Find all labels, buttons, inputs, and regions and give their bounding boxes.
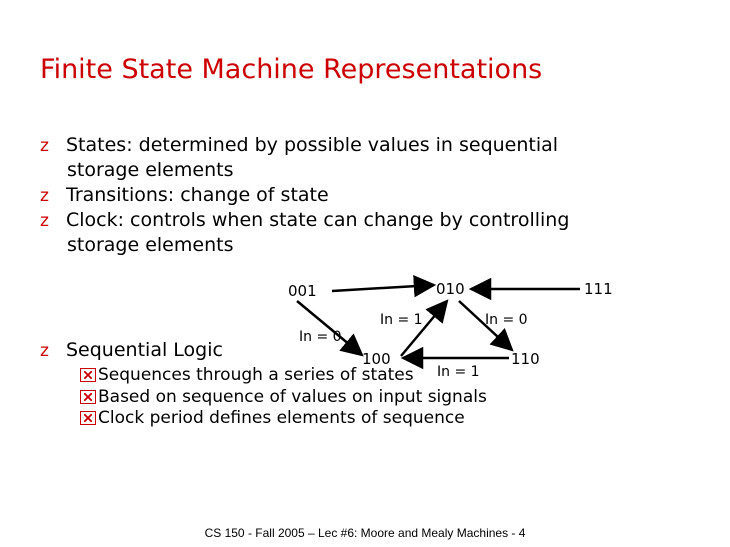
bullet-continuation: storage elements <box>67 234 234 256</box>
edge-001-010 <box>332 285 434 291</box>
bullet-icon: z <box>40 136 49 156</box>
edge-001-100 <box>297 301 362 355</box>
bullet-continuation: storage elements <box>67 159 234 181</box>
sub-bullet-text: Based on sequence of values on input signals <box>98 387 487 407</box>
bullet-text: Clock: controls when state can change by controlling <box>66 209 570 231</box>
transition-label: In = 1 <box>437 364 480 380</box>
transition-label: In = 0 <box>485 312 528 328</box>
bullet-icon: z <box>40 211 49 231</box>
state-100: 100 <box>362 350 391 368</box>
transition-label: In = 1 <box>380 312 423 328</box>
bullet-text: Transitions: change of state <box>66 184 329 206</box>
bullet-text: States: determined by possible values in sequential <box>66 134 559 156</box>
slide-title: Finite State Machine Representations <box>40 54 543 85</box>
bullet-icon: z <box>40 341 49 361</box>
bullet-text: Sequential Logic <box>66 339 223 361</box>
state-111: 111 <box>584 280 613 298</box>
sub-bullet-text: Clock period defines elements of sequence <box>98 408 465 428</box>
bullet-icon: z <box>40 186 49 206</box>
state-110: 110 <box>511 350 540 368</box>
slide-footer: CS 150 - Fall 2005 – Lec #6: Moore and Mealy Machines - 4 <box>204 526 526 540</box>
transition-label: In = 0 <box>299 329 342 345</box>
sub-bullet-text: Sequences through a series of states <box>98 365 414 385</box>
edge-100-010 <box>401 301 447 356</box>
state-010: 010 <box>436 280 465 298</box>
state-001: 001 <box>288 282 317 300</box>
